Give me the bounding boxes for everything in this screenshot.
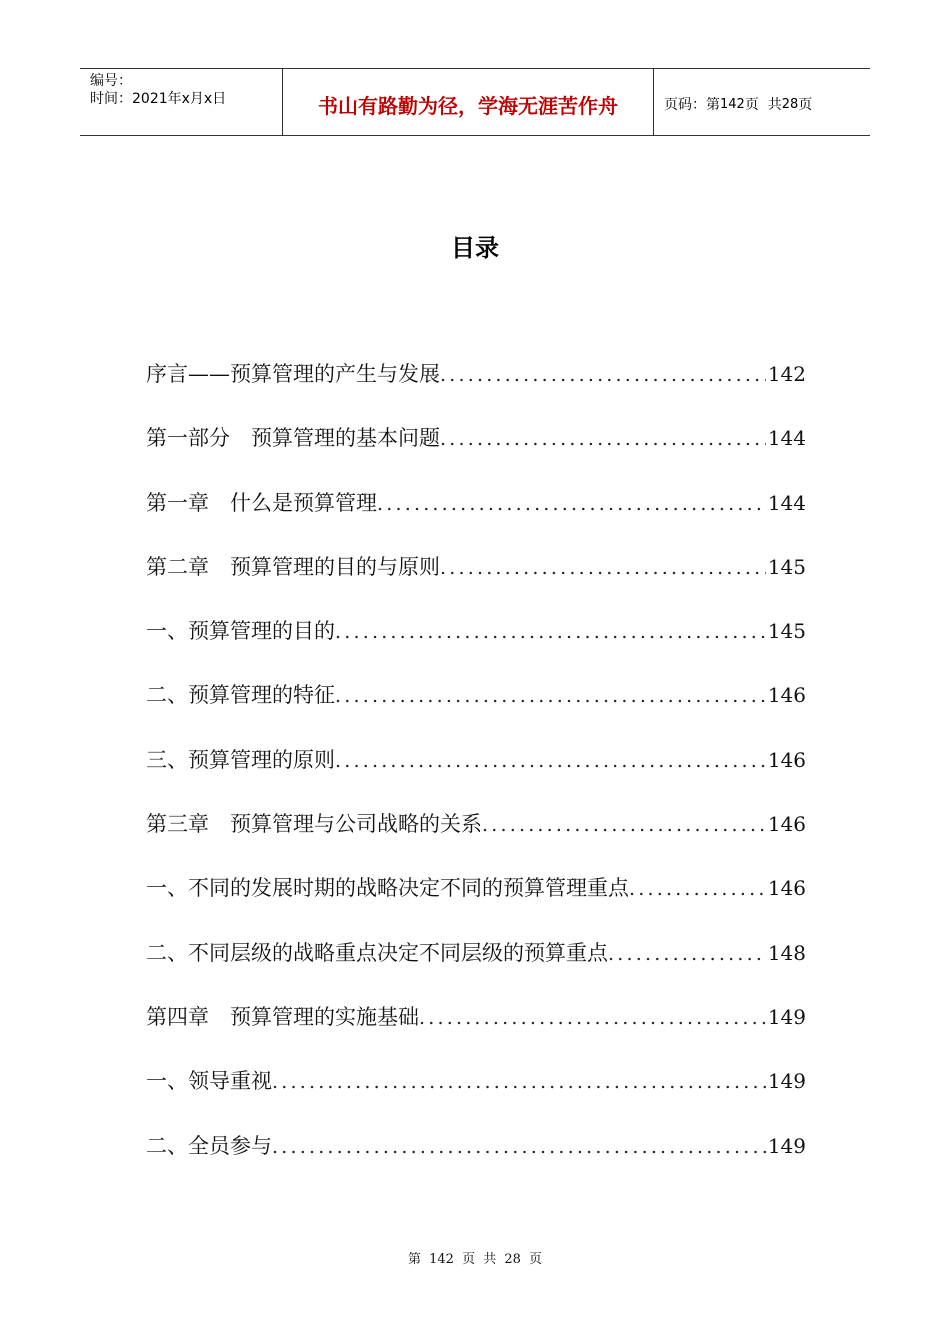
- toc-entry-title: 二、全员参与: [146, 1133, 272, 1158]
- page-label-prefix: 页码：第: [664, 97, 720, 113]
- toc-entry-title: 一、预算管理的目的: [146, 619, 335, 644]
- toc-entry-page: 146: [767, 876, 806, 901]
- toc-entry-page: 149: [767, 1004, 806, 1029]
- toc-entry[interactable]: [146, 744, 806, 808]
- footer-mid: 页 共: [462, 1252, 497, 1267]
- page-label-mid: 页 共: [744, 97, 782, 113]
- toc-entry-page: 142: [767, 362, 806, 386]
- page-total: 28: [781, 96, 799, 112]
- footer-suffix: 页: [529, 1252, 543, 1267]
- toc-entry-title: 第一部分 预算管理的基本问题: [146, 426, 440, 451]
- toc-entry-title: 一、领导重视: [146, 1069, 272, 1094]
- toc-entry[interactable]: [146, 808, 806, 872]
- header-page-info: [654, 69, 870, 135]
- toc-entry-title: 二、不同层级的战略重点决定不同层级的预算重点: [146, 940, 608, 965]
- toc-entry-page: 146: [767, 683, 806, 708]
- toc-dot-leader: [335, 685, 766, 707]
- toc-entry[interactable]: [146, 937, 806, 1001]
- toc-dot-leader: [335, 621, 766, 643]
- toc-entry-page: 149: [767, 1133, 806, 1158]
- document-header: [80, 68, 870, 136]
- toc-entry-title: 一、不同的发展时期的战略决定不同的预算管理重点: [146, 876, 629, 901]
- toc-entry-page: 145: [767, 554, 806, 579]
- toc-entry[interactable]: [146, 358, 806, 422]
- toc-dot-leader: [608, 943, 766, 965]
- toc-dot-leader: [440, 557, 766, 579]
- toc-entry-title: 第三章 预算管理与公司战略的关系: [146, 812, 482, 837]
- toc-entry-page: 146: [767, 812, 806, 837]
- toc-entry-title: 第四章 预算管理的实施基础: [146, 1004, 419, 1029]
- toc-dot-leader: [629, 878, 766, 900]
- toc-entry-title: 第一章 什么是预算管理: [146, 490, 377, 515]
- toc-dot-leader: [377, 493, 766, 515]
- footer-current-page: 142: [429, 1252, 454, 1267]
- toc-entry-page: 148: [767, 940, 806, 965]
- toc-entry-page: 145: [767, 619, 806, 644]
- toc-dot-leader: [272, 1136, 766, 1158]
- page-current: 142: [720, 96, 745, 112]
- toc-dot-leader: [440, 364, 766, 386]
- toc-entry[interactable]: [146, 679, 806, 743]
- serial-number-label: 编号：: [90, 73, 132, 89]
- toc-entry[interactable]: [146, 422, 806, 486]
- toc-entry[interactable]: [146, 551, 806, 615]
- table-of-contents: [146, 358, 806, 1194]
- toc-entry-page: 144: [767, 426, 806, 451]
- toc-dot-leader: [440, 428, 766, 450]
- toc-entry-title: 第二章 预算管理的目的与原则: [146, 554, 440, 579]
- page-label-suffix: 页: [798, 97, 813, 113]
- toc-entry[interactable]: [146, 1065, 806, 1129]
- toc-entry-title: 三、预算管理的原则: [146, 747, 335, 772]
- toc-entry-page: 144: [767, 490, 806, 515]
- toc-entry[interactable]: [146, 1130, 806, 1194]
- page-footer: [0, 1248, 950, 1267]
- footer-total-pages: 28: [504, 1252, 521, 1267]
- toc-dot-leader: [482, 814, 766, 836]
- toc-entry[interactable]: [146, 872, 806, 936]
- toc-entry[interactable]: [146, 615, 806, 679]
- toc-entry-page: 146: [767, 747, 806, 772]
- time-label: 时间：2021年x月x日: [90, 91, 227, 107]
- toc-dot-leader: [419, 1007, 766, 1029]
- toc-dot-leader: [335, 750, 766, 772]
- toc-entry[interactable]: [146, 1001, 806, 1065]
- header-motto: 书山有路勤为径，学海无涯苦作舟: [282, 69, 654, 135]
- toc-entry[interactable]: [146, 487, 806, 551]
- toc-entry-title: 序言——预算管理的产生与发展: [146, 362, 440, 386]
- toc-dot-leader: [272, 1071, 766, 1093]
- header-info-cell: [80, 69, 282, 135]
- footer-prefix: 第: [407, 1252, 421, 1267]
- toc-entry-page: 149: [767, 1069, 806, 1094]
- page-title: 目录: [451, 234, 499, 262]
- toc-entry-title: 二、预算管理的特征: [146, 683, 335, 708]
